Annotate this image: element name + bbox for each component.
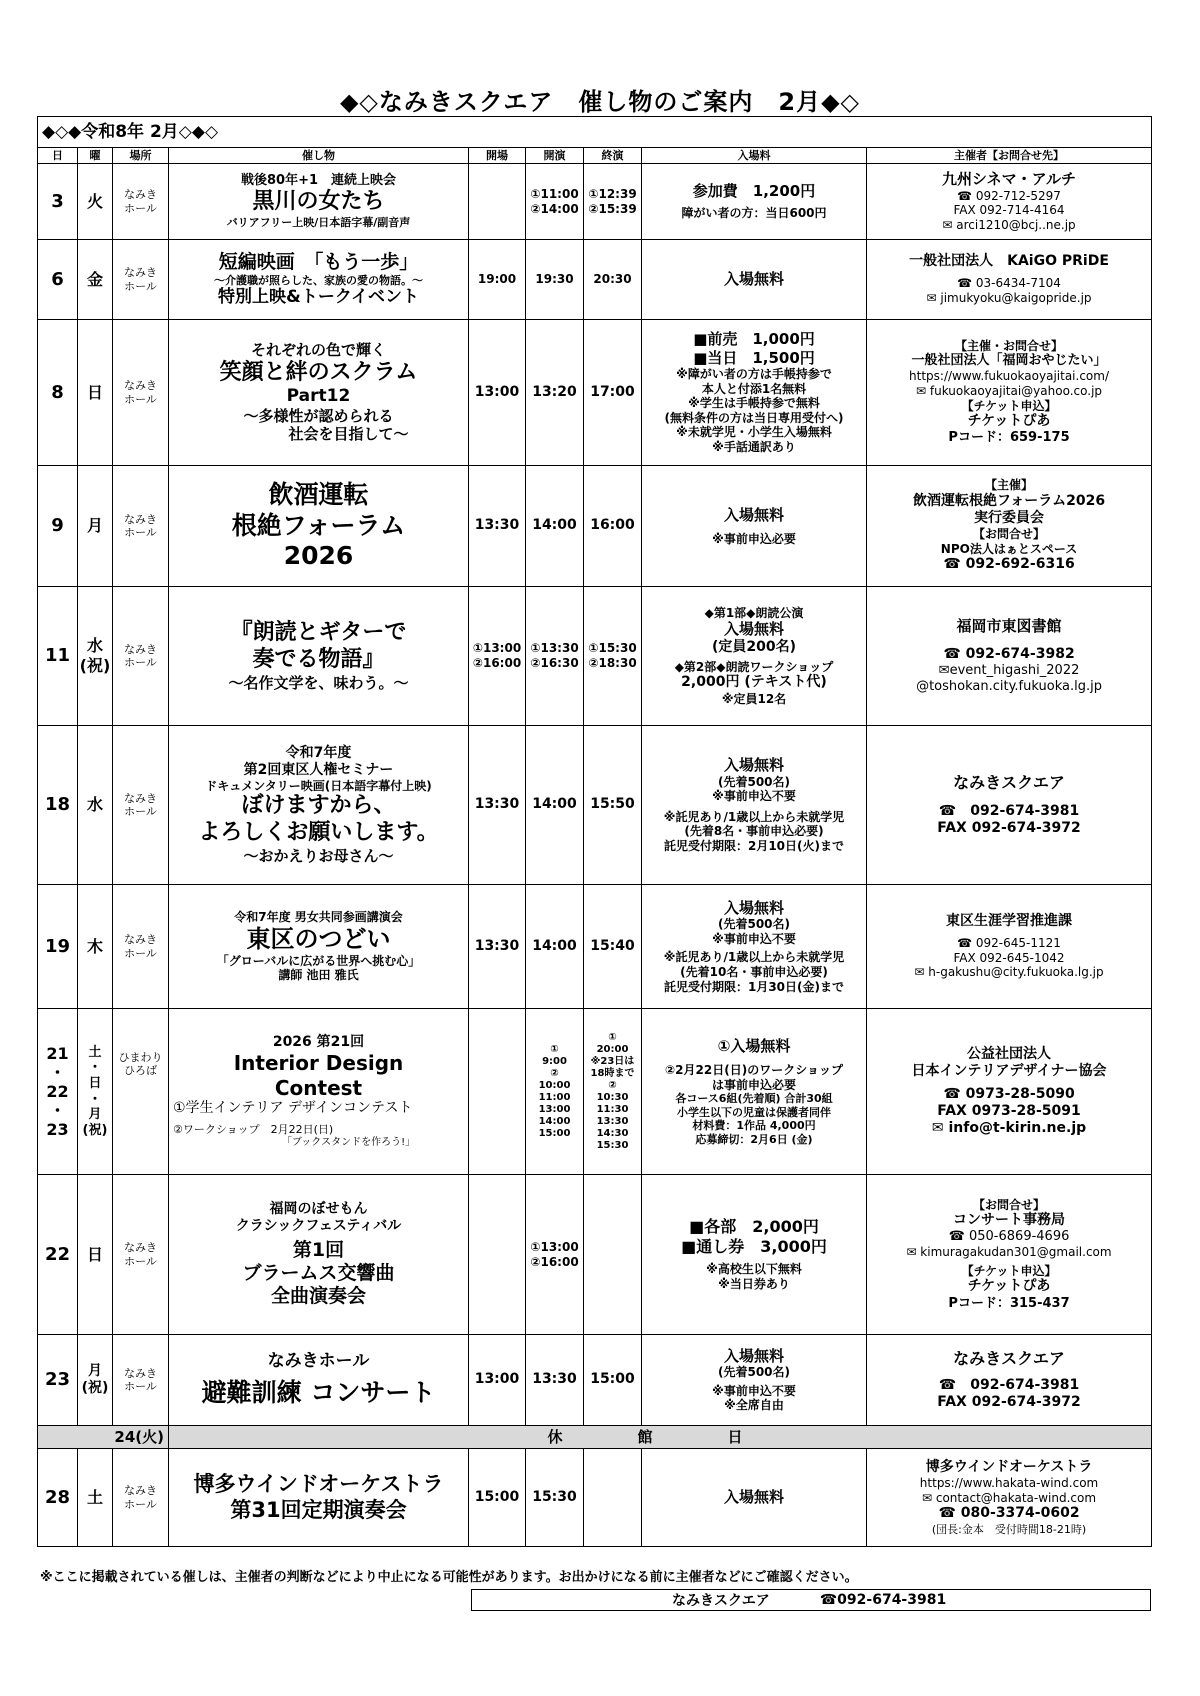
footer-phone: ☎092-674-3981: [819, 1592, 947, 1608]
organizer-url: https://www.fukuokaoyajitai.com/: [909, 369, 1109, 384]
row-dow: 水: [78, 726, 113, 885]
row-day: 22: [38, 1175, 78, 1335]
event-line: 「グローバルに広がる世界へ挑む心」: [216, 953, 421, 968]
event-title: 第31回定期演奏会: [230, 1497, 407, 1522]
event-schedule-table: [37, 116, 1152, 1547]
event-title: 第1回: [292, 1238, 345, 1261]
organizer-line: 【お問合せ】: [973, 527, 1046, 542]
row-day: 11: [38, 587, 78, 726]
row-dow: 土: [78, 1449, 113, 1547]
organizer-line: (団長:金本 受付時間18-21時): [931, 1522, 1087, 1536]
fee-line: ■前売 1,000円: [693, 330, 815, 349]
event-line: ドキュメンタリー映画(日本語字幕付上映): [205, 778, 432, 793]
row-event: [169, 885, 469, 1009]
organizer-fax: FAX 0973-28-5091: [937, 1103, 1081, 1120]
row-end: 20:30: [584, 240, 642, 320]
row-open: [469, 1009, 526, 1175]
row-start: 14:00: [526, 885, 584, 1009]
event-title: 全曲演奏会: [270, 1285, 366, 1308]
row-place: なみき ホール: [113, 466, 169, 587]
organizer-line: チケットぴあ: [967, 1278, 1051, 1295]
organizer-fax: FAX 092-674-3972: [937, 1393, 1081, 1410]
row-fee: [642, 1009, 867, 1175]
fee-line: 障がい者の方：当日600円: [681, 206, 827, 221]
row-organizer: [867, 164, 1152, 240]
closed-day-row: [38, 1426, 1152, 1449]
row-organizer: [867, 320, 1152, 466]
event-line: ～介護職が照らした、家族の愛の物語。～: [214, 274, 423, 288]
row-fee: [642, 1175, 867, 1335]
fee-line: 各コース6組(先着順) 合計30組: [675, 1092, 833, 1106]
row-end: ①12:39 ②15:39: [584, 164, 642, 240]
event-line: 福岡のぼせもん: [269, 1200, 368, 1217]
fee-line: 応募締切：2月6日 (金): [695, 1132, 813, 1146]
row-place: なみき ホール: [113, 320, 169, 466]
page-title: ◆◇なみきスクエア 催し物のご案内 2月◆◇: [339, 88, 861, 116]
fee-line: 本人と付添1名無料: [701, 381, 807, 396]
event-title: ぼけますから、: [241, 793, 396, 819]
row-organizer: [867, 726, 1152, 885]
row-open: 13:30: [469, 726, 526, 885]
organizer-phone: ☎ 092-712-5297: [957, 188, 1061, 203]
fee-line: (先着500名): [717, 1365, 791, 1380]
fee-line: (先着500名): [717, 917, 791, 932]
fee-line: は事前申込必要: [711, 1077, 796, 1092]
fee-line: ①入場無料: [717, 1036, 791, 1055]
organizer-email: ✉ fukuokaoyajitai@yahoo.co.jp: [916, 383, 1103, 398]
row-start: 13:30: [526, 1335, 584, 1426]
row-organizer: [867, 885, 1152, 1009]
row-fee: [642, 1335, 867, 1426]
row-end: 15:50: [584, 726, 642, 885]
fee-line: ※事前申込不要: [712, 789, 796, 804]
fee-line: 参加費 1,200円: [692, 182, 816, 201]
row-start: 19:30: [526, 240, 584, 320]
organizer-line: 【主催・お問合せ】: [955, 338, 1064, 353]
fee-line: ※事前申込不要: [712, 1383, 796, 1398]
row-fee: [642, 240, 867, 320]
row-event: [169, 240, 469, 320]
organizer-line: 公益社団法人: [967, 1045, 1052, 1062]
row-dow: 月: [78, 466, 113, 587]
event-line: 「ブックスタンドを作ろう!」: [281, 1136, 416, 1148]
row-day: 19: [38, 885, 78, 1009]
row-fee: [642, 320, 867, 466]
row-fee: [642, 726, 867, 885]
row-start: 15:30: [526, 1449, 584, 1547]
row-open: 19:00: [469, 240, 526, 320]
event-title: 黒川の女たち: [252, 189, 385, 215]
row-place: なみき ホール: [113, 587, 169, 726]
row-organizer: [867, 466, 1152, 587]
event-line: ～多様性が認められる: [243, 407, 394, 426]
row-start: ① 9:00 ② 10:00 11:00 13:00 14:00 15:00: [526, 1009, 584, 1175]
fee-line: ■各部 2,000円: [689, 1217, 819, 1237]
header-end: 終演: [584, 148, 642, 164]
event-title: 根絶フォーラム: [231, 510, 406, 540]
header-place: 場所: [113, 148, 169, 164]
organizer-name: なみきスクエア: [953, 773, 1065, 793]
row-fee: [642, 587, 867, 726]
row-day: 3: [38, 164, 78, 240]
row-open: ①13:00 ②16:00: [469, 587, 526, 726]
fee-line: 2,000円 (テキスト代): [681, 674, 827, 691]
row-organizer: [867, 1449, 1152, 1547]
event-line: なみきホール: [267, 1351, 370, 1372]
row-day: 6: [38, 240, 78, 320]
row-end: 16:00: [584, 466, 642, 587]
organizer-phone: ☎ 03-6434-7104: [957, 276, 1061, 291]
row-day: 21 ・ 22 ・ 23: [38, 1009, 78, 1175]
table-row: [38, 587, 1152, 726]
organizer-fax: FAX 092-674-3972: [937, 819, 1081, 836]
fee-line: ②2月22日(日)のワークショップ: [665, 1063, 843, 1078]
fee-line: ※障がい者の方は手帳持参で: [676, 366, 832, 381]
row-end: 17:00: [584, 320, 642, 466]
row-organizer: [867, 240, 1152, 320]
fee-line: ※託児あり/1歳以上から未就学児: [663, 809, 845, 824]
fee-line: ■通し券 3,000円: [681, 1236, 827, 1256]
fee-line: ※託児あり/1歳以上から未就学児: [663, 950, 845, 965]
fee-line: ※高校生以下無料: [706, 1262, 802, 1277]
table-row: [38, 1009, 1152, 1175]
header-organizer: 主催者【お問合せ先】: [867, 148, 1152, 164]
event-title: 飲酒運転: [268, 480, 369, 510]
event-line: クラシックフェスティバル: [235, 1217, 402, 1234]
row-event: [169, 726, 469, 885]
organizer-email: ✉ contact@hakata-wind.com: [922, 1490, 1097, 1505]
event-line: ②ワークショップ 2月22日(日): [173, 1123, 334, 1137]
fee-line: ※全席自由: [724, 1398, 784, 1413]
fee-line: ※学生は手帳持参で無料: [688, 396, 820, 411]
table-row: [38, 240, 1152, 320]
organizer-name: 日本インテリアデザイナー協会: [911, 1062, 1107, 1079]
row-end: 15:40: [584, 885, 642, 1009]
event-line: それぞれの色で輝く: [250, 341, 386, 360]
organizer-phone: ☎ 092-645-1121: [957, 936, 1061, 951]
table-row: [38, 726, 1152, 885]
event-line: バリアフリー上映/日本語字幕/副音声: [226, 216, 411, 230]
row-organizer: [867, 1009, 1152, 1175]
row-end: ① 20:00 ※23日は 18時まで ② 10:30 11:30 13:30 14:30 15:30: [584, 1009, 642, 1175]
organizer-name: 一般社団法人 KAiGO PRiDE: [909, 253, 1109, 270]
fee-line: (先着10名・事前申込必要): [680, 964, 828, 979]
fee-line: 託児受付期限：1月30日(金)まで: [663, 979, 845, 994]
fee-line: 入場無料: [723, 1346, 784, 1365]
row-event: [169, 1449, 469, 1547]
row-open: 13:30: [469, 466, 526, 587]
row-event: [169, 466, 469, 587]
row-open: 15:00: [469, 1449, 526, 1547]
row-open: [469, 1175, 526, 1335]
table-row: [38, 466, 1152, 587]
organizer-email: ✉ info@t-kirin.ne.jp: [931, 1120, 1087, 1137]
table-row: [38, 320, 1152, 466]
organizer-line: 【チケット申込】: [961, 398, 1057, 413]
table-row: [38, 1335, 1152, 1426]
fee-line: (先着500名): [717, 774, 791, 789]
fee-line: 入場無料: [723, 1488, 784, 1507]
row-fee: [642, 164, 867, 240]
table-row: [38, 885, 1152, 1009]
row-place: ひまわり ひろば: [113, 1009, 169, 1175]
fee-line: ※手話通訳あり: [712, 440, 796, 455]
row-start: 13:20: [526, 320, 584, 466]
event-title: 『朗読とギターで: [230, 620, 407, 646]
event-line: 講師 池田 雅氏: [278, 968, 359, 983]
organizer-line: 【お問合せ】: [973, 1197, 1046, 1212]
event-line: 特別上映&トークイベント: [218, 287, 419, 308]
fee-line: 小学生以下の児童は保護者同伴: [677, 1105, 831, 1119]
header-dow: 曜: [78, 148, 113, 164]
event-title: よろしくお願いします。: [198, 820, 439, 846]
organizer-line: チケットぴあ: [967, 413, 1051, 430]
event-line: 社会を目指して～: [288, 425, 409, 444]
row-organizer: [867, 1335, 1152, 1426]
header-fee: 入場料: [642, 148, 867, 164]
row-place: なみき ホール: [113, 240, 169, 320]
row-day: 28: [38, 1449, 78, 1547]
row-end: [584, 1175, 642, 1335]
fee-line: 入場無料: [723, 898, 784, 917]
organizer-email: ✉ kimuragakudan301@gmail.com: [906, 1245, 1112, 1260]
event-title: 東区のつどい: [246, 924, 391, 953]
organizer-name: 博多ウインドオーケストラ: [925, 1459, 1093, 1476]
event-title: Contest: [274, 1075, 363, 1100]
month-banner: ◆◇◆令和8年 2月◇◆◇: [38, 117, 1152, 148]
row-event: [169, 587, 469, 726]
row-fee: [642, 1449, 867, 1547]
fee-line: ※事前申込必要: [712, 531, 796, 546]
fee-line: (無料条件の方は当日専用受付へ): [664, 410, 844, 425]
event-line: ①学生インテリア デザインコンテスト: [173, 1100, 413, 1117]
table-row: [38, 1175, 1152, 1335]
event-title: 笑顔と絆のスクラム: [219, 359, 418, 385]
event-line: 令和7年度: [285, 744, 352, 761]
fee-line: ◆第1部◆朗読公演: [704, 605, 804, 620]
header-open: 開場: [469, 148, 526, 164]
row-dow: 土 ・ 日 ・ 月 (祝): [78, 1009, 113, 1175]
organizer-phone: ☎ 050-6869-4696: [948, 1229, 1070, 1245]
organizer-email: ✉event_higashi_2022: [938, 662, 1080, 678]
row-start: ①11:00 ②14:00: [526, 164, 584, 240]
organizer-phone: ☎ 0973-28-5090: [943, 1085, 1075, 1102]
event-line: 戦後80年+1 連続上映会: [240, 173, 397, 189]
fee-line: 入場無料: [723, 270, 784, 289]
event-title: 奏でる物語』: [252, 646, 385, 672]
row-place: なみき ホール: [113, 726, 169, 885]
row-open: 13:00: [469, 1335, 526, 1426]
row-open: 13:00: [469, 320, 526, 466]
footer-contact: [471, 1589, 1151, 1611]
fee-line: 託児受付期限：2月10日(火)まで: [663, 839, 845, 854]
organizer-name: 飲酒運転根絶フォーラム2026: [912, 493, 1106, 510]
fee-line: 入場無料: [723, 505, 784, 524]
organizer-email: ✉ jimukyoku@kaigopride.jp: [926, 291, 1092, 306]
organizer-name: コンサート事務局: [953, 1212, 1066, 1229]
row-day: 8: [38, 320, 78, 466]
row-organizer: [867, 1175, 1152, 1335]
row-day: 23: [38, 1335, 78, 1426]
event-line: 第2回東区人権セミナー: [243, 761, 394, 778]
organizer-fax: FAX 092-714-4164: [953, 203, 1065, 218]
row-organizer: [867, 587, 1152, 726]
closed-label: [169, 1426, 1152, 1449]
fee-line: 入場無料: [723, 756, 784, 775]
row-open: [469, 164, 526, 240]
row-event: [169, 1009, 469, 1175]
closed-label-text: 休 館 日: [547, 1427, 773, 1446]
row-dow: 月 (祝): [78, 1335, 113, 1426]
disclaimer-note: ※ここに掲載されている催しは、主催者の判断などにより中止になる可能性があります。お出かけになる前に主催者などにご確認ください。: [40, 1570, 858, 1585]
organizer-phone: ☎ 092-674-3981: [938, 1376, 1080, 1393]
table-row: [38, 1449, 1152, 1547]
event-line: 令和7年度 男女共同参画講演会: [234, 909, 403, 924]
event-line: 2026 第21回: [272, 1034, 365, 1051]
fee-line: ※当日券あり: [718, 1277, 790, 1292]
header-start: 開演: [526, 148, 584, 164]
row-open: 13:30: [469, 885, 526, 1009]
fee-line: 材料費：1作品 4,000円: [692, 1119, 816, 1133]
organizer-email: ✉ h-gakushu@city.fukuoka.lg.jp: [914, 965, 1104, 980]
row-place: なみき ホール: [113, 885, 169, 1009]
fee-line: ◆第2部◆朗読ワークショップ: [674, 659, 834, 674]
organizer-name: 東区生涯学習推進課: [946, 913, 1073, 930]
fee-line: ※定員12名: [721, 691, 787, 706]
footer-venue-name: なみきスクエア: [672, 1593, 770, 1609]
organizer-line: NPO法人はぁとスペース: [940, 541, 1078, 556]
event-title: Interior Design: [233, 1051, 404, 1076]
row-event: [169, 1175, 469, 1335]
organizer-line: 【チケット申込】: [961, 1263, 1057, 1278]
organizer-fax: FAX 092-645-1042: [953, 950, 1065, 965]
row-end: ①15:30 ②18:30: [584, 587, 642, 726]
closed-date: 24(火): [38, 1426, 169, 1449]
row-dow: 日: [78, 1175, 113, 1335]
row-dow: 火: [78, 164, 113, 240]
fee-line: ■当日 1,500円: [693, 348, 815, 367]
event-title: 2026: [283, 541, 354, 571]
row-start: 14:00: [526, 466, 584, 587]
organizer-email: ✉ arci1210@bcj..ne.jp: [942, 217, 1076, 232]
header-day: 日: [38, 148, 78, 164]
event-title: 短編映画 「もう一歩」: [218, 250, 419, 273]
organizer-line: 【主催】: [985, 478, 1034, 493]
organizer-name: 実行委員会: [974, 510, 1045, 527]
row-place: なみき ホール: [113, 1175, 169, 1335]
organizer-name: 一般社団法人「福岡おやじたい」: [911, 353, 1107, 369]
organizer-url: https://www.hakata-wind.com: [919, 1476, 1099, 1491]
row-fee: [642, 466, 867, 587]
row-dow: 木: [78, 885, 113, 1009]
organizer-line: Pコード：659-175: [948, 430, 1070, 446]
organizer-name: 福岡市東図書館: [956, 617, 1062, 636]
event-line: Part12: [286, 386, 351, 407]
row-event: [169, 320, 469, 466]
event-line: ～名作文学を、味わう。～: [228, 673, 409, 692]
row-dow: 日: [78, 320, 113, 466]
row-event: [169, 164, 469, 240]
fee-line: 入場無料: [723, 620, 784, 639]
table-row: [38, 164, 1152, 240]
organizer-phone: ☎ 092-692-6316: [943, 556, 1075, 573]
fee-line: (定員200名): [711, 638, 797, 655]
row-start: 14:00: [526, 726, 584, 885]
row-place: なみき ホール: [113, 1449, 169, 1547]
fee-line: (先着8名・事前申込必要): [684, 824, 824, 839]
fee-line: ※未就学児・小学生入場無料: [676, 425, 832, 440]
row-day: 18: [38, 726, 78, 885]
row-place: なみき ホール: [113, 1335, 169, 1426]
header-event: 催し物: [169, 148, 469, 164]
row-fee: [642, 885, 867, 1009]
event-line: ～おかえりお母さん～: [243, 847, 394, 866]
row-day: 9: [38, 466, 78, 587]
row-dow: 金: [78, 240, 113, 320]
row-start: ①13:30 ②16:30: [526, 587, 584, 726]
organizer-phone: ☎ 080-3374-0602: [938, 1505, 1080, 1522]
row-end: 15:00: [584, 1335, 642, 1426]
organizer-phone: ☎ 092-674-3982: [943, 645, 1075, 662]
fee-line: ※事前申込不要: [712, 931, 796, 946]
organizer-name: なみきスクエア: [953, 1349, 1065, 1369]
row-end: [584, 1449, 642, 1547]
organizer-email: @toshokan.city.fukuoka.lg.jp: [916, 678, 1102, 694]
event-title: 博多ウインドオーケストラ: [193, 1471, 444, 1496]
organizer-phone: ☎ 092-674-3981: [938, 802, 1080, 819]
row-start: ①13:00 ②16:00: [526, 1175, 584, 1335]
organizer-line: Pコード：315-437: [948, 1295, 1070, 1311]
row-dow: 水 (祝): [78, 587, 113, 726]
organizer-name: 九州シネマ・アルチ: [942, 170, 1076, 189]
row-event: [169, 1335, 469, 1426]
row-place: なみき ホール: [113, 164, 169, 240]
event-title: ブラームス交響曲: [242, 1261, 395, 1284]
event-title: 避難訓練 コンサート: [201, 1378, 436, 1408]
